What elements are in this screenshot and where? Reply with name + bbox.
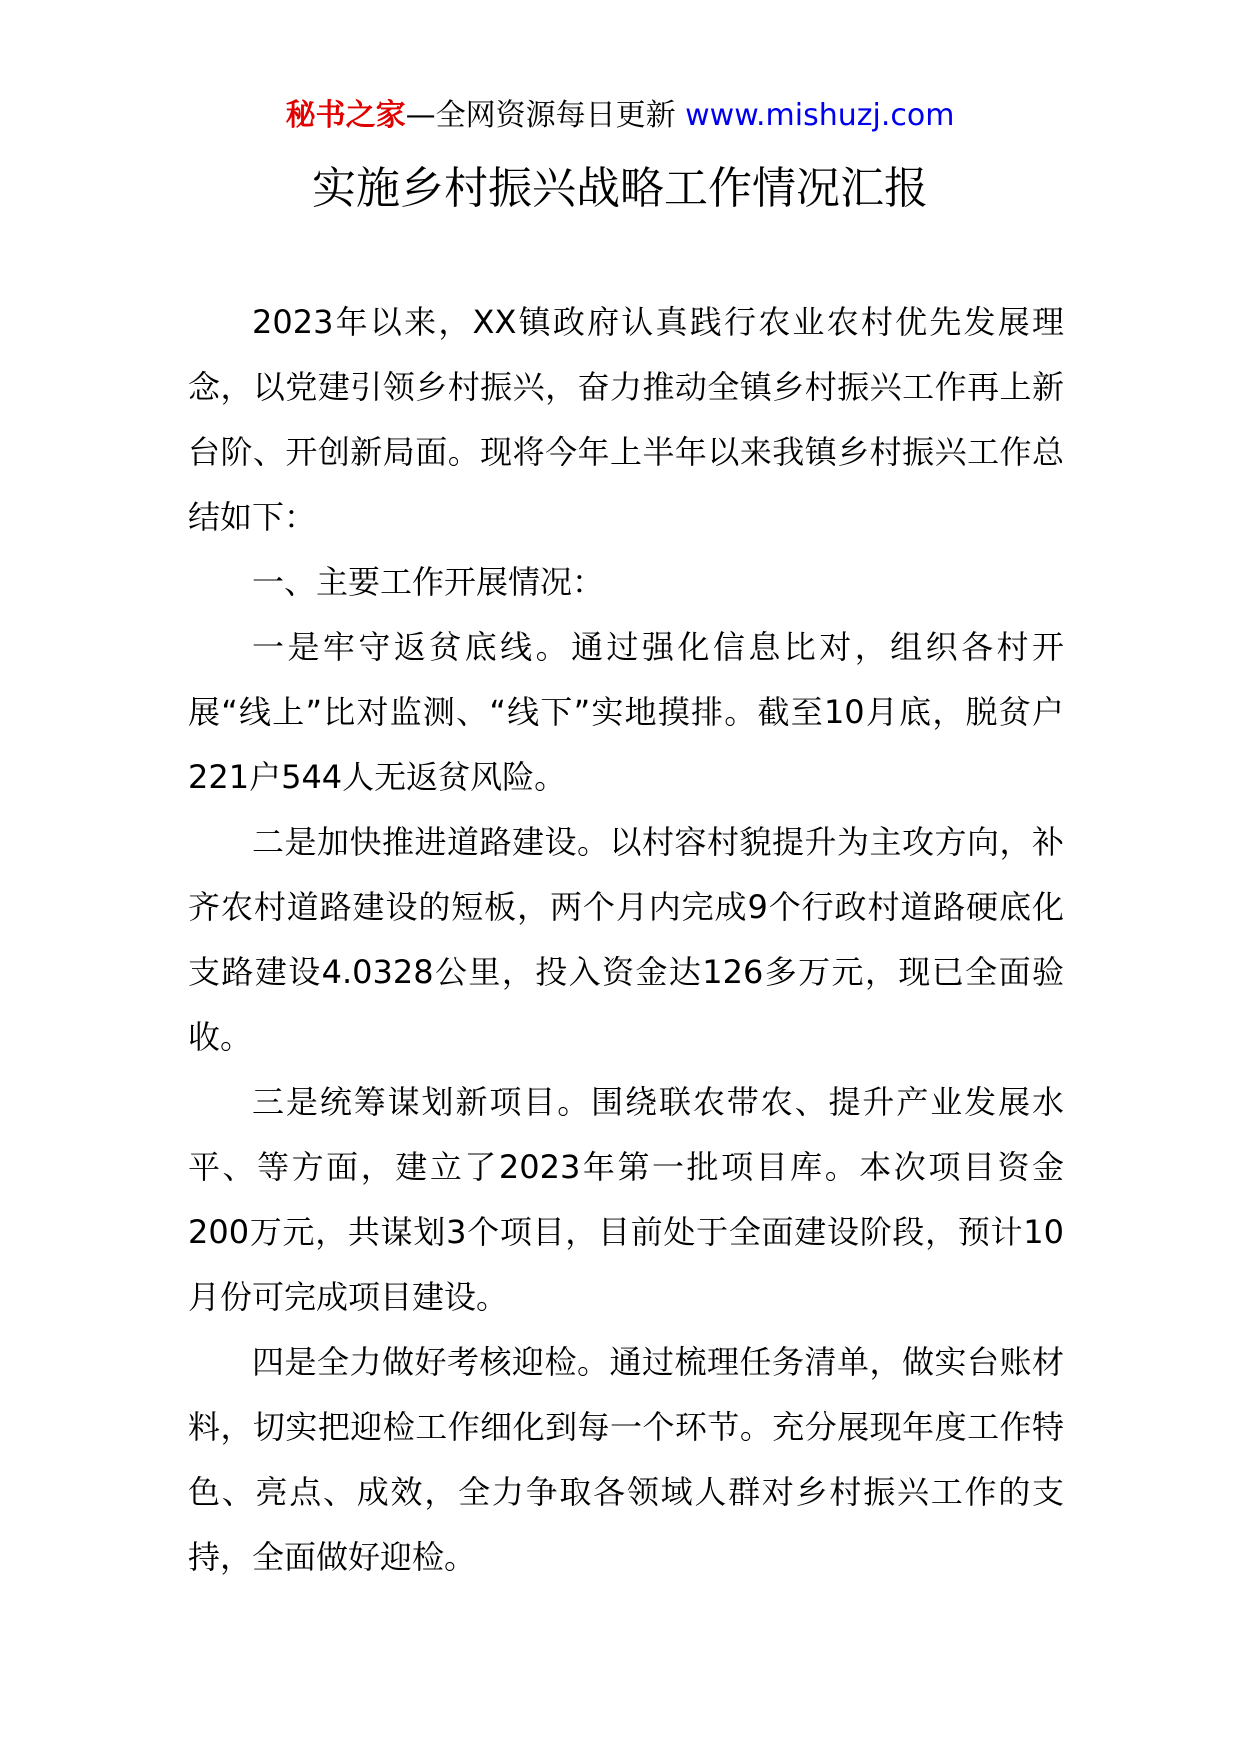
site-header <box>0 98 1240 134</box>
document-body <box>188 290 1064 1590</box>
site-tagline: —全网资源每日更新 <box>405 98 676 133</box>
paragraph-intro: 2023年以来，XX镇政府认真践行农业农村优先发展理念，以党建引领乡村振兴，奋力推动全镇乡村振兴工作再上新台阶、开创新局面。现将今年上半年以来我镇乡村振兴工作总结如下： <box>188 303 1064 536</box>
paragraph-item-1: 一是牢守返贫底线。通过强化信息比对，组织各村开展“线上”比对监测、“线下”实地摸排。截至10月底，脱贫户221户544人无返贫风险。 <box>188 628 1064 796</box>
paragraph-item-4: 四是全力做好考核迎检。通过梳理任务清单，做实台账材料，切实把迎检工作细化到每一个环节。充分展现年度工作特色、亮点、成效，全力争取各领域人群对乡村振兴工作的支持，全面做好迎检。 <box>188 1343 1064 1576</box>
site-brand: 秘书之家 <box>285 98 406 133</box>
paragraph-item-3: 三是统筹谋划新项目。围绕联农带农、提升产业发展水平、等方面，建立了2023年第一批项目库。本次项目资金200万元，共谋划3个项目，目前处于全面建设阶段，预计10月份可完成项目建设。 <box>188 1083 1064 1316</box>
site-url-link[interactable]: www.mishuzj.com <box>685 98 955 133</box>
document-title: 实施乡村振兴战略工作情况汇报 <box>312 163 928 214</box>
paragraph-item-2: 二是加快推进道路建设。以村容村貌提升为主攻方向，补齐农村道路建设的短板，两个月内完成9个行政村道路硬底化支路建设4.0328公里，投入资金达126多万元，现已全面验收。 <box>188 823 1064 1056</box>
section-heading: 一、主要工作开展情况： <box>252 563 605 601</box>
